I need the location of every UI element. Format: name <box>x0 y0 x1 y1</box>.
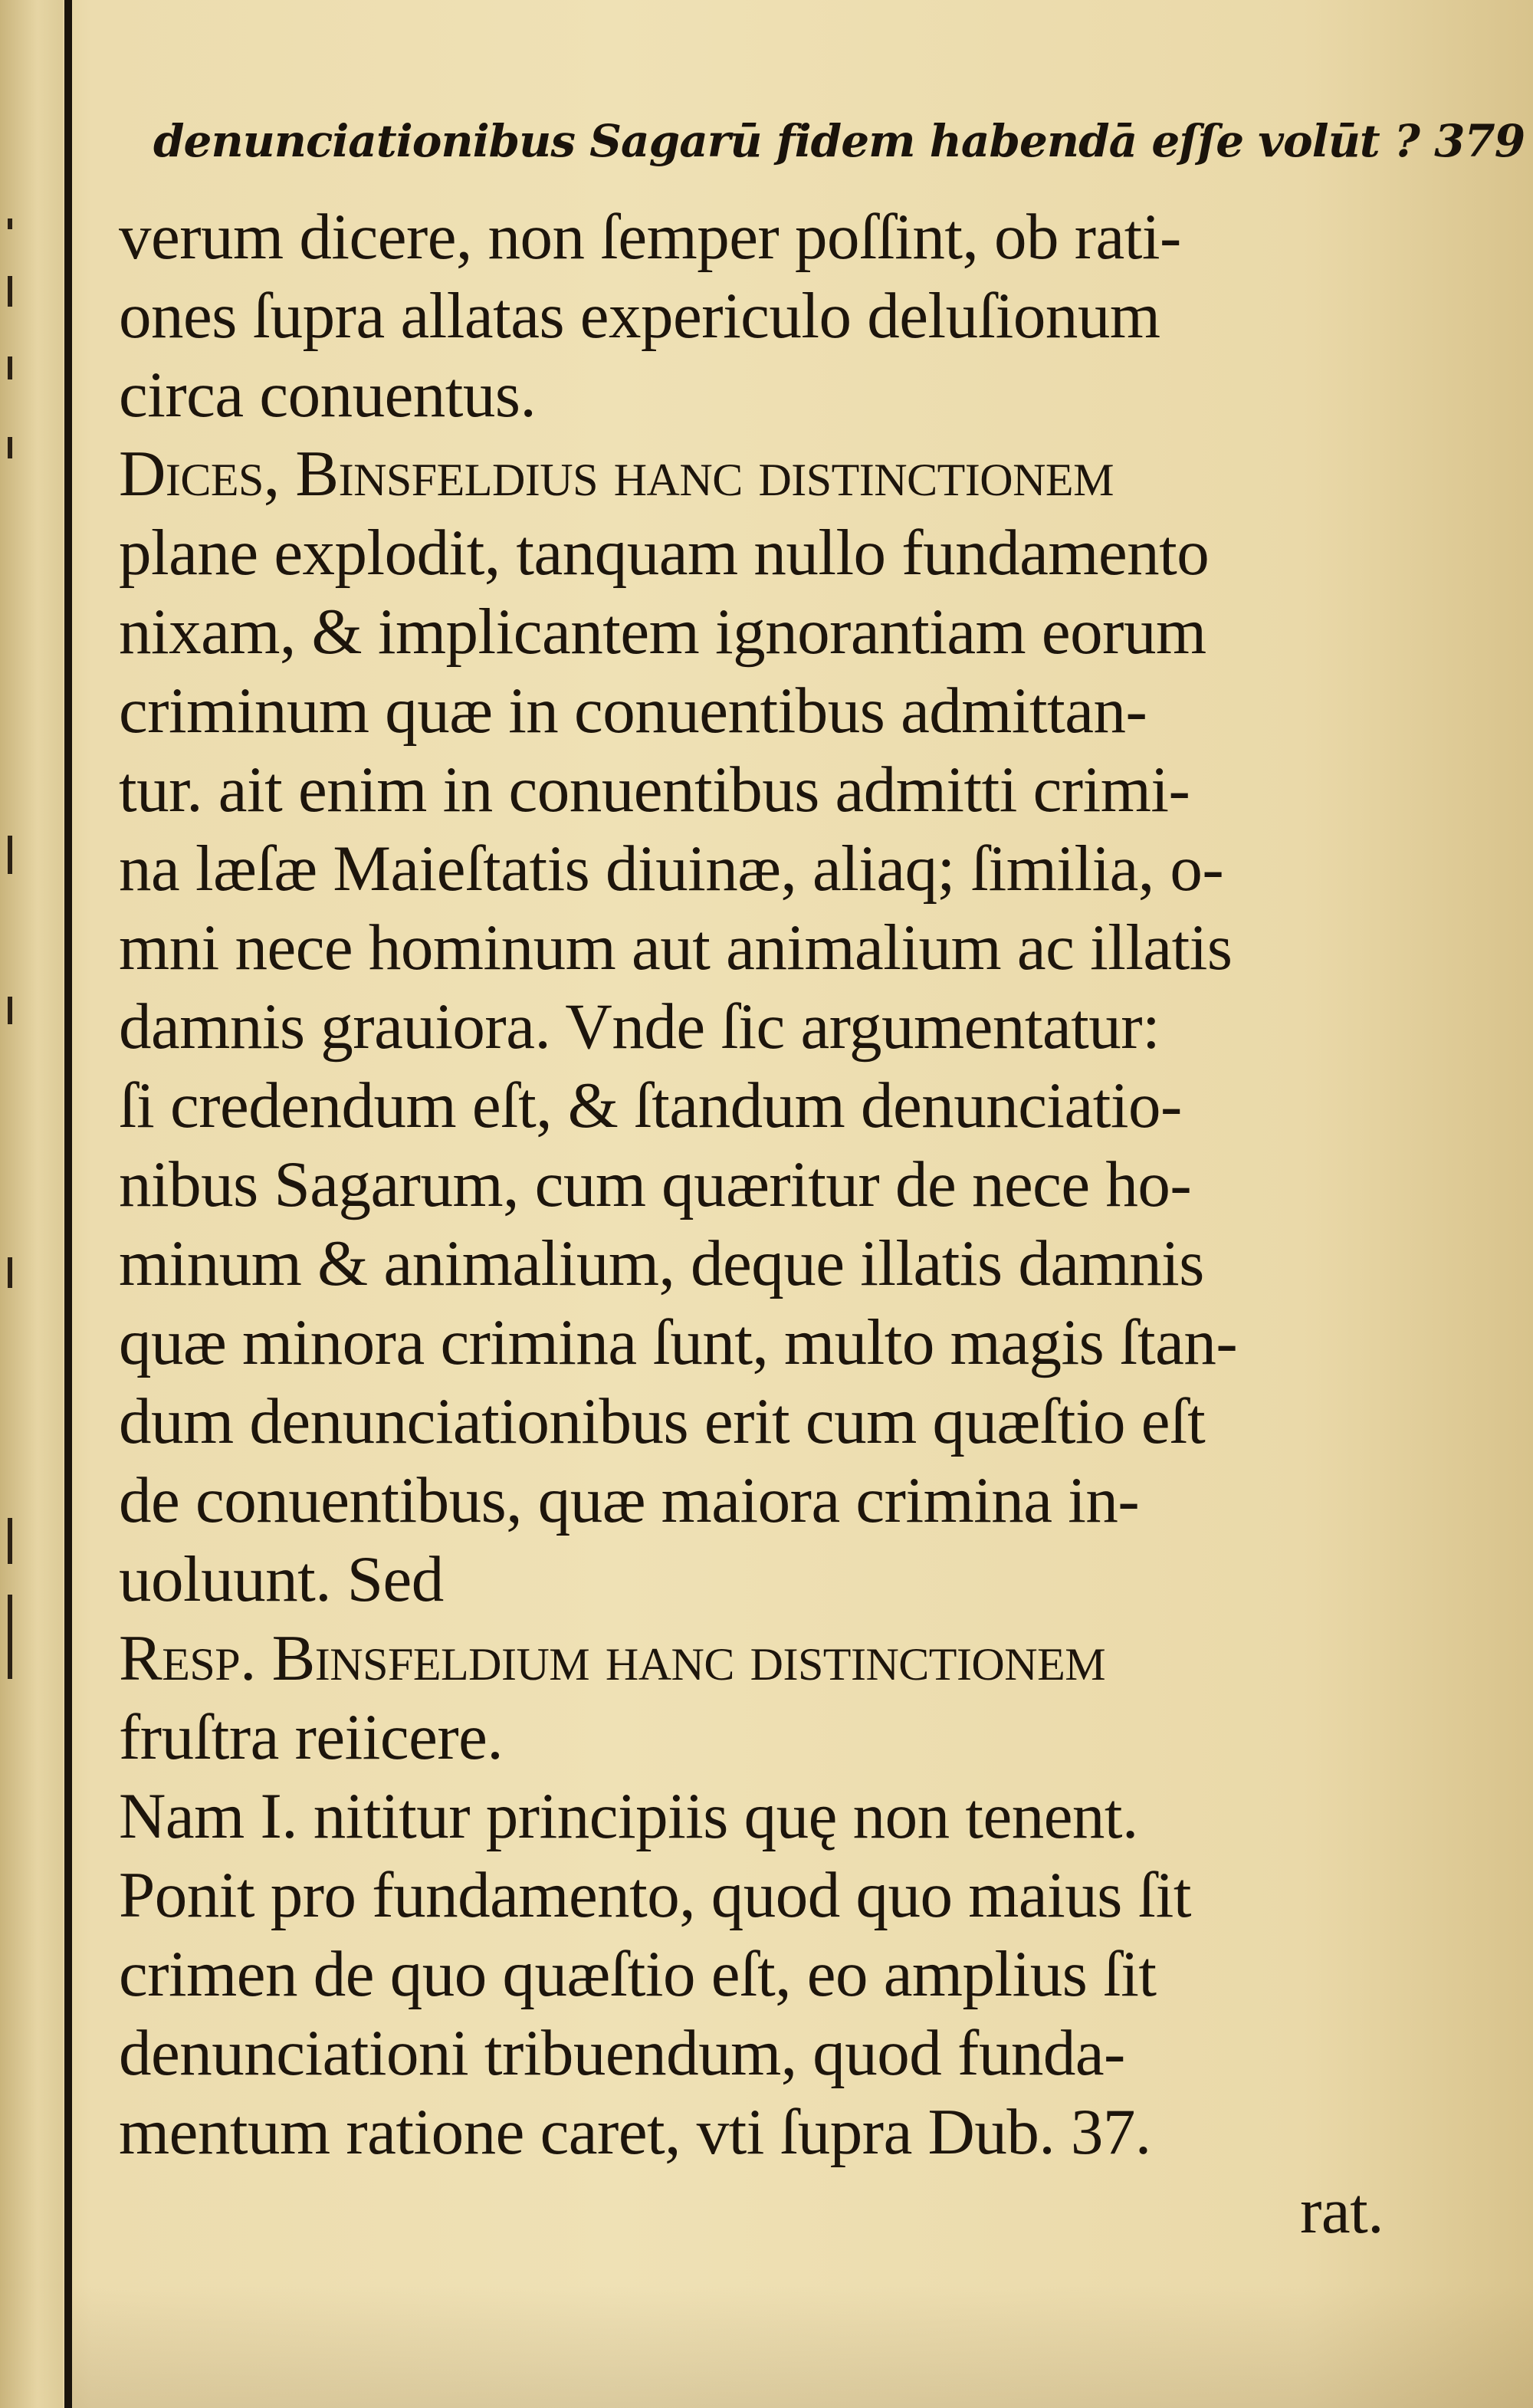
text-line: Nam I. nititur principiis quę non tenent. <box>119 1780 1138 1852</box>
text-line: na læſæ Maieſtatis diuinæ, aliaq; ſimilia, o- <box>119 833 1224 905</box>
bleed-mark <box>8 356 12 379</box>
text-line: Ponit pro fundamento, quod quo maius ſit <box>119 1859 1191 1931</box>
text-line: nibus Sagarum, cum quæritur de nece ho- <box>119 1148 1192 1220</box>
text-line: damnis grauiora. Vnde ſic argumentatur: <box>119 990 1160 1063</box>
text-line: denunciationi tribuendum, quod funda- <box>119 2017 1125 2089</box>
bleed-mark <box>8 276 12 307</box>
text-line: Resp. Binsfeldium hanc diſtinctionem <box>119 1622 1106 1694</box>
text-line: mentum ratione caret, vti ſupra Dub. 37. <box>119 2096 1151 2168</box>
text-line: verum dicere, non ſemper poſſint, ob rati- <box>119 201 1181 273</box>
running-header <box>153 115 1525 167</box>
text-line: ſi credendum eſt, & ſtandum denunciatio- <box>119 1069 1182 1142</box>
text-line: fruſtra reiicere. <box>119 1701 504 1773</box>
bleed-mark <box>8 437 12 458</box>
body-text <box>119 198 1384 2251</box>
text-line: minum & animalium, deque illatis damnis <box>119 1227 1204 1299</box>
text-line: mni nece hominum aut animalium ac illatis <box>119 912 1233 984</box>
text-line: circa conuentus. <box>119 359 537 431</box>
text-line: uoluunt. Sed <box>119 1543 444 1615</box>
text-line: dum denunciationibus erit cum quæſtio eſt <box>119 1385 1206 1457</box>
binding-edge-line <box>64 0 72 2408</box>
bleed-mark <box>8 1595 12 1679</box>
bleed-mark <box>8 836 12 874</box>
text-line: nixam, & implicantem ignorantiam eorum <box>119 596 1206 668</box>
text-line: tur. ait enim in conuentibus admitti crimi- <box>119 754 1190 826</box>
text-line: de conuentibus, quæ maiora crimina in- <box>119 1464 1140 1536</box>
text-line: crimen de quo quæſtio eſt, eo amplius ſit <box>119 1938 1157 2010</box>
page-shading <box>72 2285 1533 2408</box>
bleed-mark <box>8 1257 12 1288</box>
text-line: criminum quæ in conuentibus admittan- <box>119 675 1147 747</box>
bleed-mark <box>8 218 12 229</box>
text-line: ones ſupra allatas expericulo deluſionum <box>119 280 1160 352</box>
running-title: denunciationibus Sagarū fidem habendā eſſe volūt ? <box>153 115 1420 167</box>
bleed-mark <box>8 997 12 1024</box>
bleed-mark <box>8 1518 12 1564</box>
text-line: plane explodit, tanquam nullo fundamento <box>119 517 1210 589</box>
text-line: Dices, Binsfeldius hanc diſtinctionem <box>119 438 1114 510</box>
text-line: quæ minora crimina ſunt, multo magis ſtan- <box>119 1306 1238 1378</box>
page-number: 379 <box>1434 115 1525 167</box>
catchword: rat. <box>1300 2175 1384 2247</box>
